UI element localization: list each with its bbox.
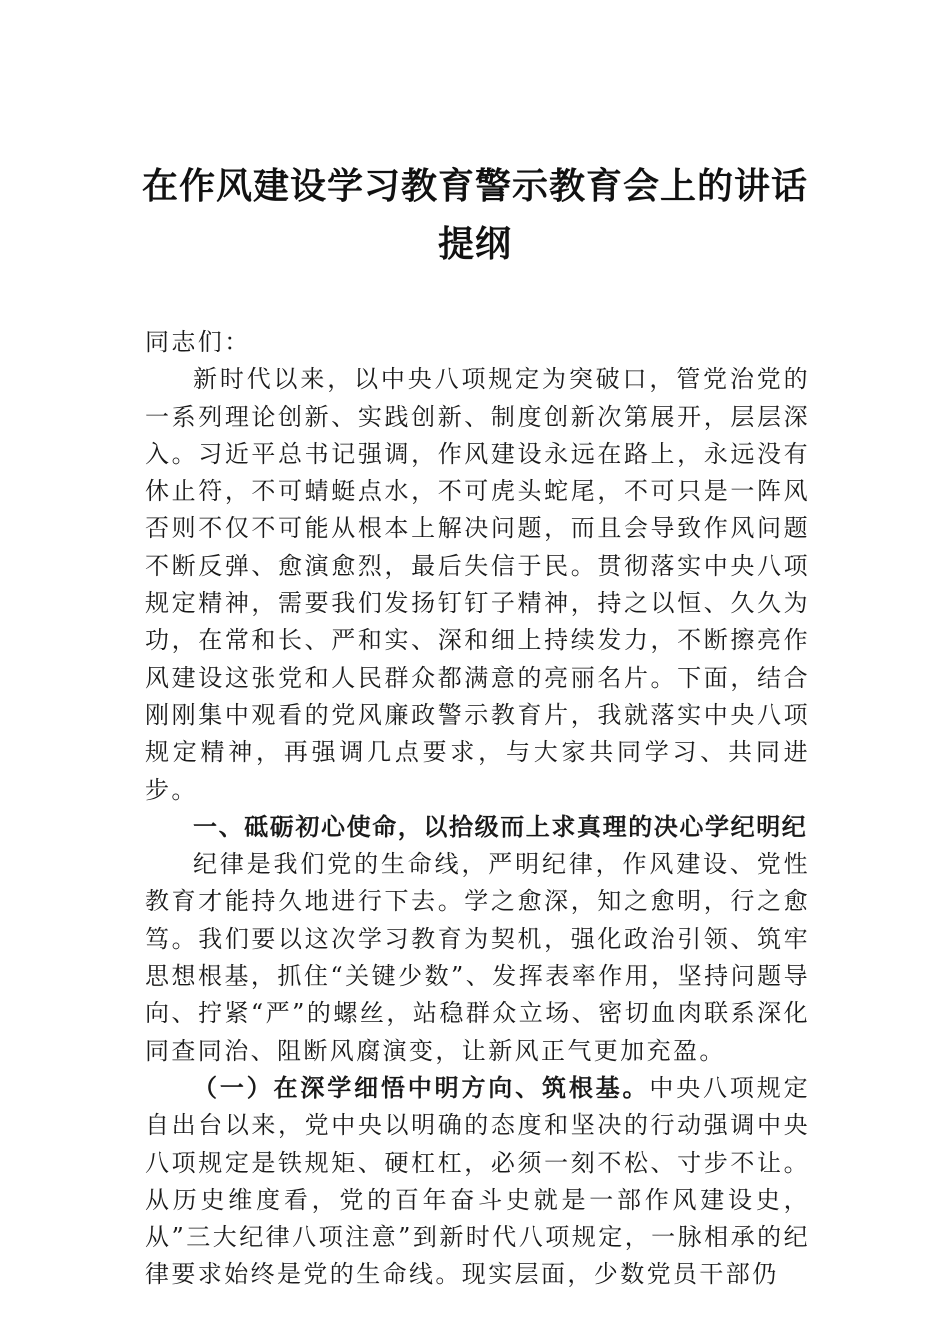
section-1-paragraph: 纪律是我们党的生命线，严明纪律，作风建设、党性教育才能持久地进行下去。学之愈深，知之愈明，行之愈笃。我们要以这次学习教育为契机，强化政治引领、筑牢思想根基，抓住“关键少数”、发挥表率作用，坚持问题导向、拧紧“严”的螺丝，站稳群众立场、密切血肉联系深化同查同治、阻断风腐演变，让新风正气更加充盈。 <box>145 850 810 1065</box>
document-title <box>0 158 950 274</box>
subsection-1-heading: （一）在深学细悟中明方向、筑根基。 <box>193 1073 650 1102</box>
intro-paragraph: 新时代以来，以中央八项规定为突破口，管党治党的一系列理论创新、实践创新、制度创新次第展开，层层深入。习近平总书记强调，作风建设永远在路上，永远没有休止符，不可蜻蜓点水，不可虎头蛇尾，不可只是一阵风否则不仅不可能从根本上解决问题，而且会导致作风问题不断反弹、愈演愈烈，最后失信于民。贯彻落实中央八项规定精神，需要我们发扬钉钉子精神，持之以恒、久久为功，在常和长、严和实、深和细上持续发力，不断擦亮作风建设这张党和人民群众都满意的亮丽名片。下面，结合刚刚集中观看的党风廉政警示教育片，我就落实中央八项规定精神，再强调几点要求，与大家共同学习、共同进步。 <box>145 365 810 804</box>
title-line-2: 提纲 <box>437 224 512 265</box>
document-body <box>145 324 810 1294</box>
subsection-1-text: 中央八项规定自出台以来，党中央以明确的态度和坚决的行动强调中央八项规定是铁规矩、硬杠杠，必须一刻不松、寸步不让。从历史维度看，党的百年奋斗史就是一部作风建设史，从”三大纪律八项注意”到新时代八项规定，一脉相承的纪律要求始终是党的生命线。现实层面，少数党员干部仍 <box>145 1073 810 1289</box>
subsection-1-paragraph <box>145 1070 810 1294</box>
salutation: 同志们： <box>145 328 251 356</box>
section-1-heading: 一、砥砺初心使命，以拾级而上求真理的决心学纪明纪 <box>193 812 808 841</box>
title-line-1: 在作风建设学习教育警示教育会上的讲话 <box>141 166 808 207</box>
